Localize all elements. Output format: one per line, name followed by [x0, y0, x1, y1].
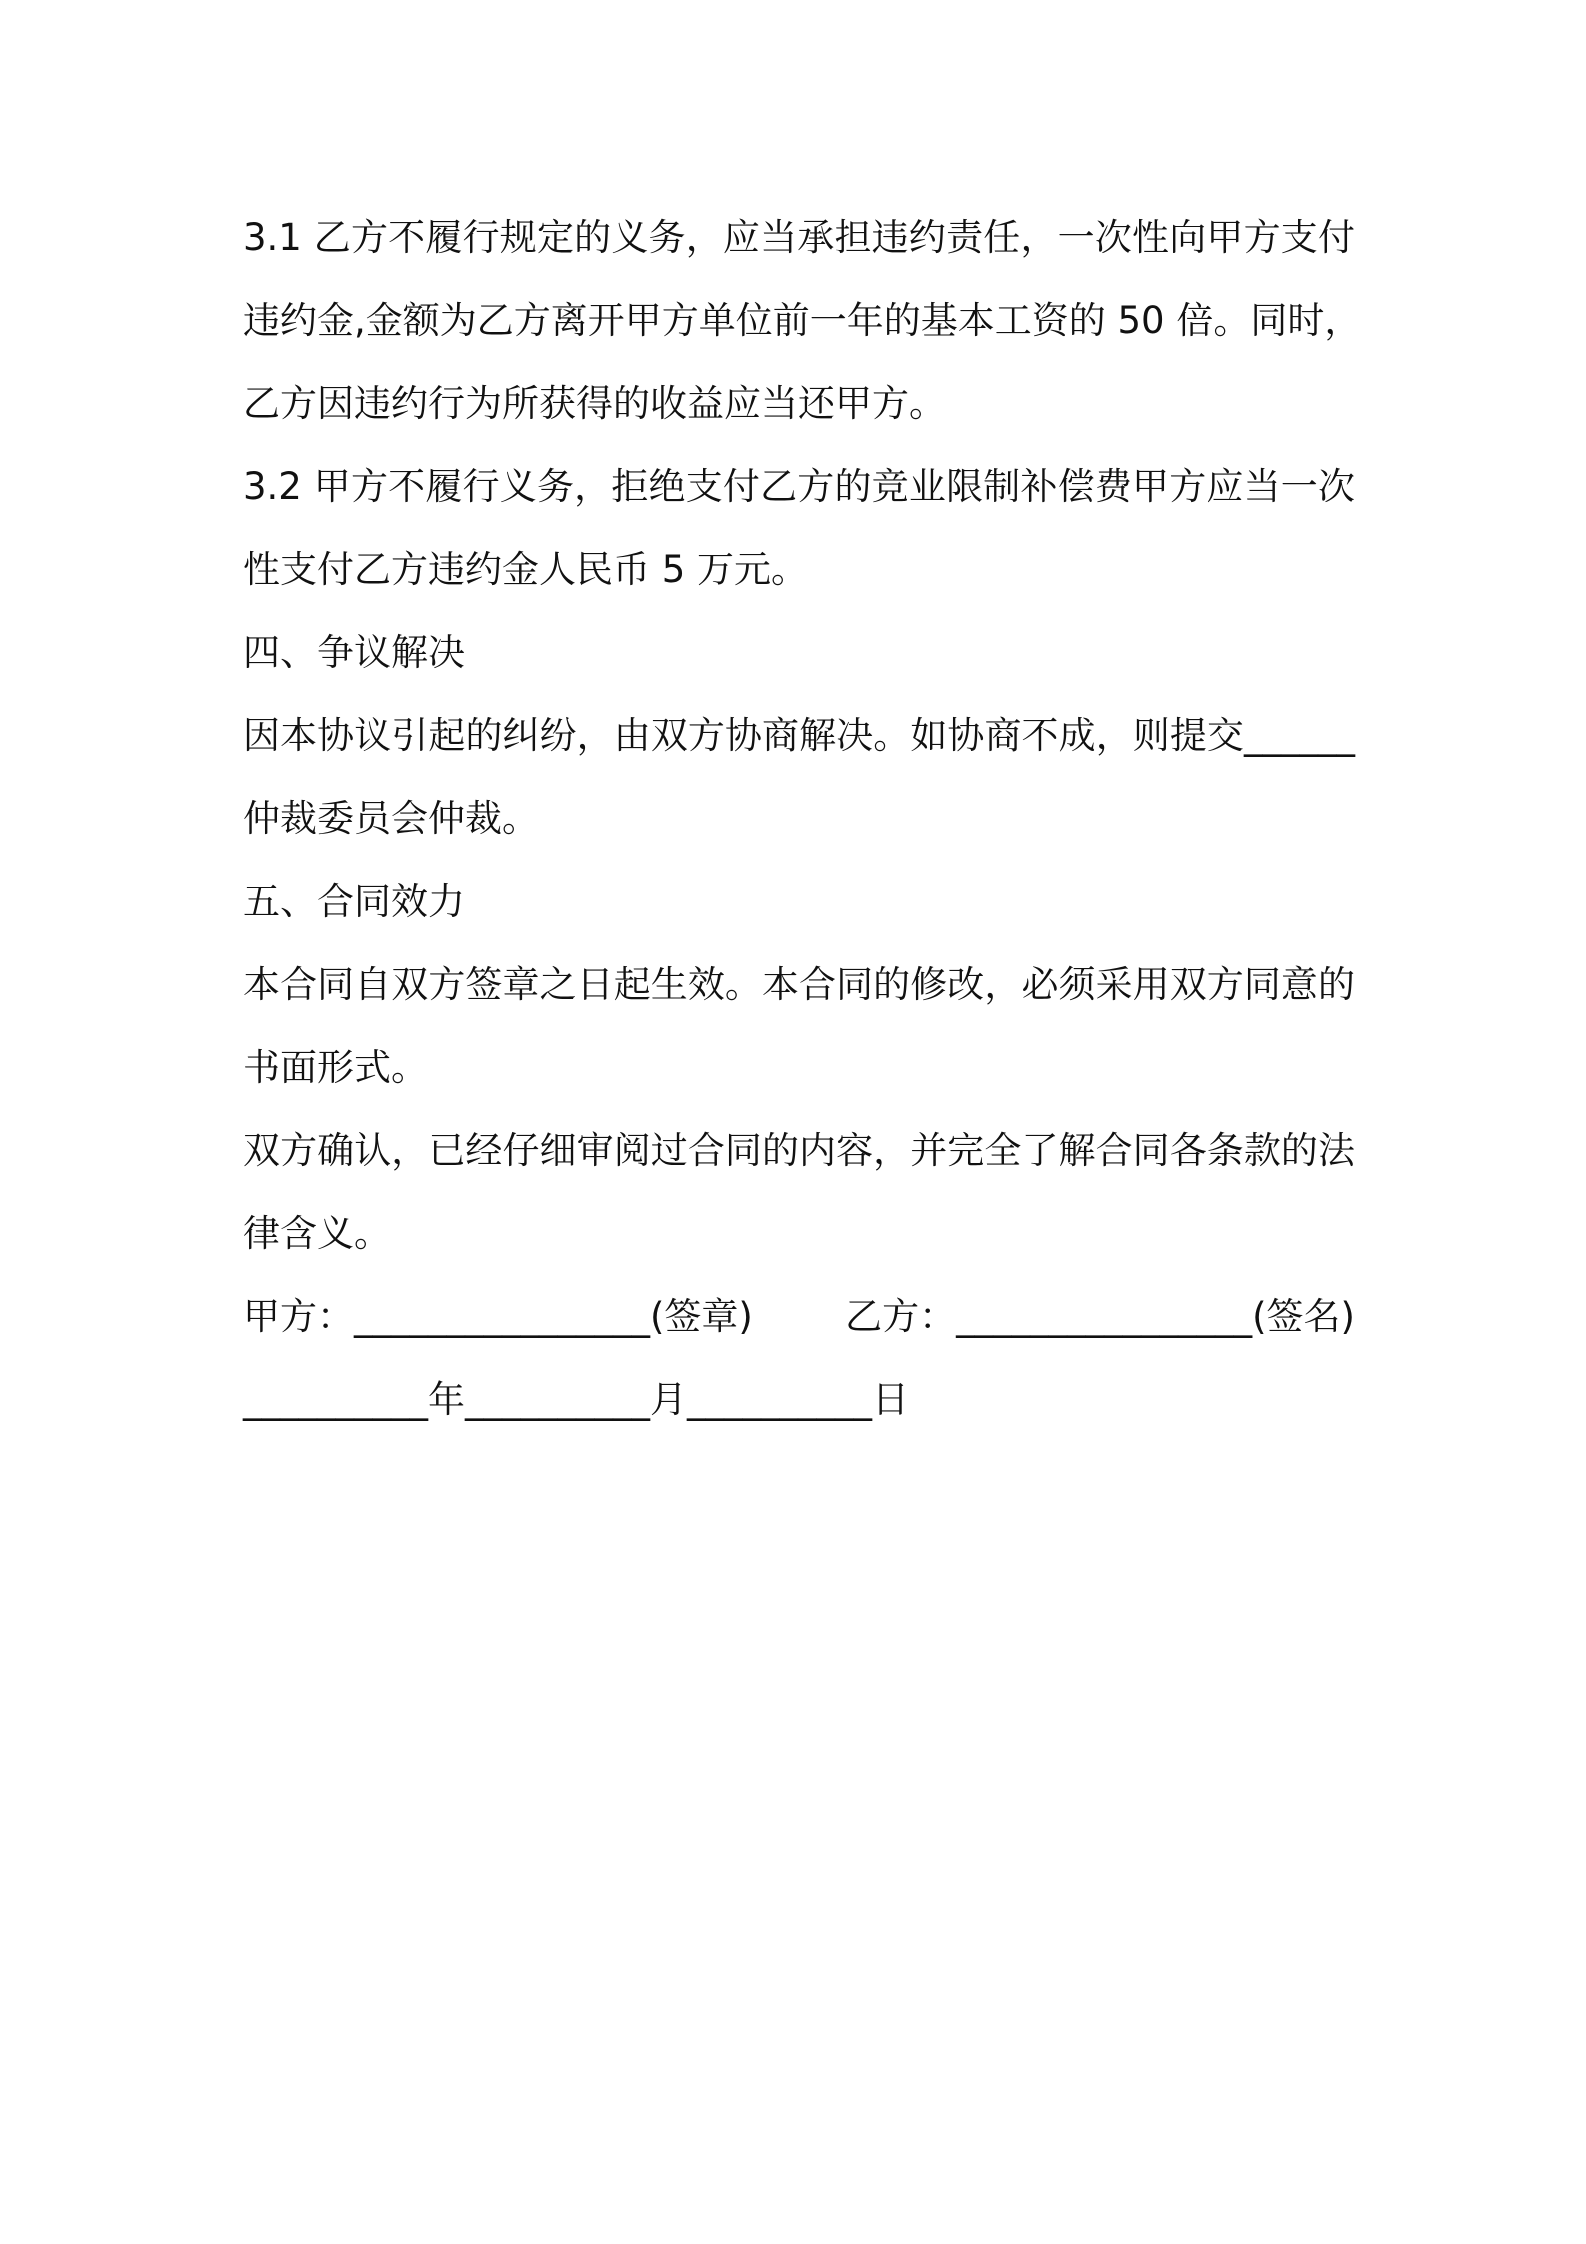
- clause-3-2-line-2: 性支付乙方违约金人民币 5 万元。: [243, 548, 809, 591]
- validity-clause-line-1: 本合同自双方签章之日起生效。本合同的修改，必须采用双方同意的: [243, 963, 1355, 1006]
- clause-3-1-line-3: 乙方因违约行为所获得的收益应当还甲方。: [243, 382, 946, 425]
- clause-3-1-line-1: 3.1 乙方不履行规定的义务，应当承担违约责任，一次性向甲方支付: [243, 216, 1355, 259]
- validity-clause-line-2: 书面形式。: [243, 1046, 428, 1089]
- date-line: __________年__________月__________日: [243, 1378, 909, 1421]
- clause-3-1-line-2: 违约金,金额为乙方离开甲方单位前一年的基本工资的 50 倍。同时，: [243, 299, 1362, 342]
- confirmation-line-2: 律含义。: [243, 1212, 391, 1255]
- section-4-heading: 四、争议解决: [243, 631, 465, 674]
- signature-row: [243, 1275, 1355, 1358]
- document-body: [243, 196, 1362, 1441]
- party-a-signature: 甲方：________________(签章): [243, 1295, 753, 1338]
- party-b-signature: 乙方：________________(签名): [845, 1295, 1355, 1338]
- dispute-clause-line-1: 因本协议引起的纠纷，由双方协商解决。如协商不成，则提交______: [243, 714, 1355, 757]
- dispute-clause-line-2: 仲裁委员会仲裁。: [243, 797, 539, 840]
- clause-3-2-line-1: 3.2 甲方不履行义务，拒绝支付乙方的竞业限制补偿费甲方应当一次: [243, 465, 1355, 508]
- confirmation-line-1: 双方确认，已经仔细审阅过合同的内容，并完全了解合同各条款的法: [243, 1129, 1355, 1172]
- section-5-heading: 五、合同效力: [243, 880, 465, 923]
